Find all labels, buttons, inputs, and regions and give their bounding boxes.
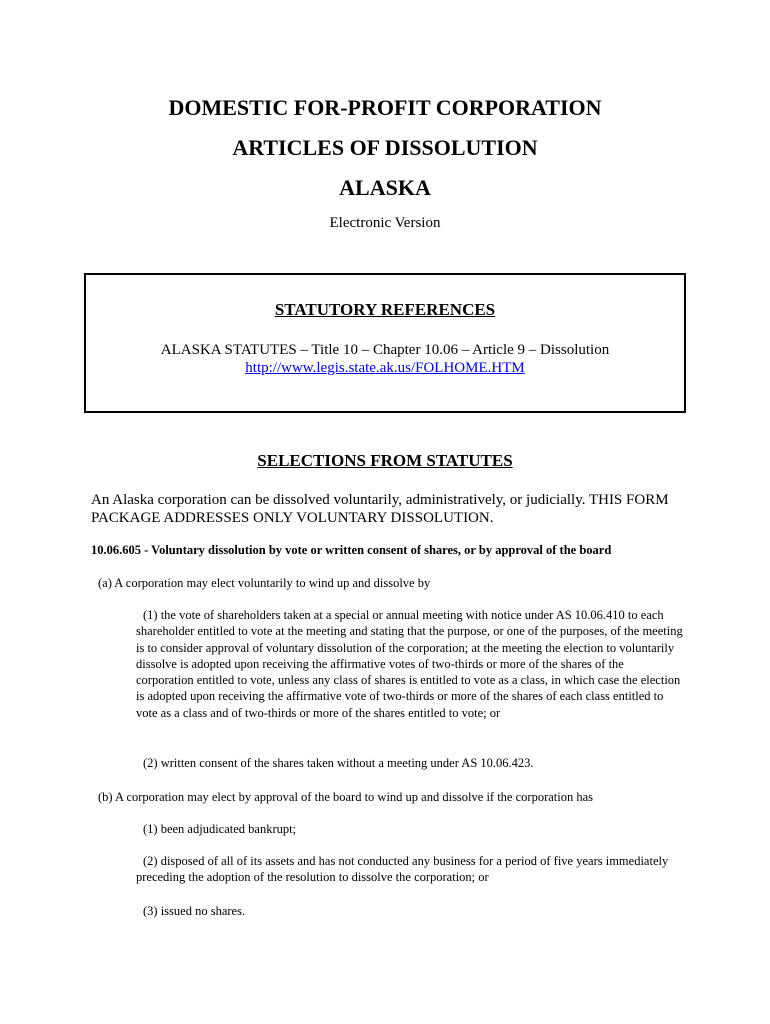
statute-link[interactable]: http://www.legis.state.ak.us/FOLHOME.HTM: [245, 360, 525, 376]
subsection-a-2: (2) written consent of the shares taken without a meeting under AS 10.06.423.: [143, 756, 534, 770]
form-title-line-2: ARTICLES OF DISSOLUTION: [232, 135, 538, 160]
subsection-b-1: (1) been adjudicated bankrupt;: [143, 822, 297, 836]
subsection-a: (a) A corporation may elect voluntarily to wind up and dissolve by: [98, 576, 431, 590]
statutory-references-heading: STATUTORY REFERENCES: [274, 300, 496, 319]
form-title-line-1: DOMESTIC FOR-PROFIT CORPORATION: [168, 95, 602, 120]
statute-citation: ALASKA STATUTES – Title 10 – Chapter 10.06 – Article 9 – Dissolution: [160, 342, 610, 358]
subsection-b-3: (3) issued no shares.: [143, 904, 246, 918]
selections-heading: SELECTIONS FROM STATUTES: [257, 451, 513, 470]
form-title-state: ALASKA: [339, 175, 431, 200]
statute-link-container: [86, 359, 684, 377]
intro-paragraph: An Alaska corporation can be dissolved voluntarily, administratively, or judicially. THIS FORM PACKAGE ADDRESSES ONLY VOLUNTARY DISSOLUTION.: [91, 492, 669, 526]
subsection-b-2: (2) disposed of all of its assets and has not conducted any business for a period of five years immediately preceding the adoption of the resolution to dissolve the corporation; or: [136, 854, 669, 885]
version-subtitle: Electronic Version: [329, 215, 441, 231]
statute-section-title: 10.06.605 - Voluntary dissolution by vote or written consent of shares, or by approval of the board: [91, 543, 612, 557]
subsection-a-1: (1) the vote of shareholders taken at a special or annual meeting with notice under AS 10.06.410 to each shareholder entitled to vote at the meeting and stating that the purpose, or one of the purposes, of the meeting is to consider approval of voluntary dissolution of the corporation; at the meeting the election to voluntarily dissolve is adopted upon receiving the affirmative votes of two-thirds or more of the shares of the corporation entitled to vote, unless any class of shares is entitled to vote as a class, in which case the election is adopted upon receiving the affirmative vote of two-thirds or more of the shares of each class entitled to vote as a class and of two-thirds or more of the shares entitled to vote; or: [136, 608, 683, 720]
statutory-references-box: [84, 273, 686, 413]
subsection-b: (b) A corporation may elect by approval of the board to wind up and dissolve if the corporation has: [98, 790, 594, 804]
